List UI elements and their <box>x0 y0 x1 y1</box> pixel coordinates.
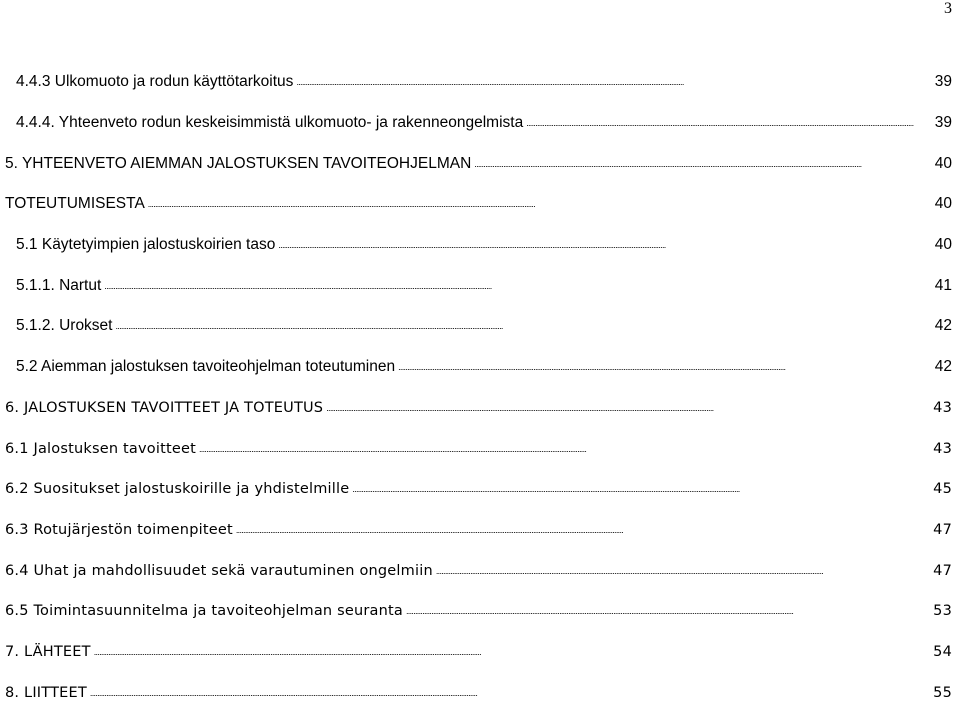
toc-entry-title: 6.1 Jalostuksen tavoitteet <box>5 440 196 457</box>
dot-leader <box>199 441 930 457</box>
toc-entry-page: 45 <box>933 481 952 498</box>
toc-entry-page: 42 <box>934 358 952 376</box>
toc-entry-page: 43 <box>933 440 952 457</box>
toc-entry-title: 7. LÄHTEET <box>5 643 91 660</box>
toc-entry-title: 6. JALOSTUKSEN TAVOITTEET JA TOTEUTUS <box>5 399 324 416</box>
toc-entry[interactable] <box>5 591 952 632</box>
toc-entry-title: 6.2 Suositukset jalostuskoirille ja yhdistelmille <box>5 481 350 498</box>
toc-entry-page: 54 <box>933 643 952 660</box>
toc-entry-page: 41 <box>934 276 952 294</box>
toc-entry-title: TOTEUTUMISESTA <box>5 195 145 213</box>
toc-entry[interactable] <box>5 143 952 184</box>
dot-leader <box>526 115 930 131</box>
toc-entry-page: 47 <box>933 562 952 579</box>
dot-leader <box>436 563 930 579</box>
toc-entry[interactable] <box>5 672 952 713</box>
toc-entry-page: 40 <box>934 236 952 254</box>
toc-entry[interactable] <box>5 62 952 103</box>
dot-leader <box>94 644 930 660</box>
toc-entry[interactable] <box>5 347 952 388</box>
dot-leader <box>352 481 930 497</box>
toc-entry[interactable] <box>5 510 952 551</box>
toc-entry-title: 6.3 Rotujärjestön toimenpiteet <box>5 521 233 538</box>
toc-entry[interactable] <box>5 469 952 510</box>
toc-entry-page: 53 <box>933 603 952 620</box>
toc-entry-title: 5.1.2. Urokset <box>16 317 113 335</box>
toc-entry-title: 5.2 Aiemman jalostuksen tavoiteohjelman toteutuminen <box>16 358 396 376</box>
dot-leader <box>116 318 931 334</box>
toc-entry-title: 5. YHTEENVETO AIEMMAN JALOSTUKSEN TAVOITEOHJELMAN <box>5 154 472 172</box>
dot-leader <box>398 359 930 375</box>
toc-entry-title: 4.4.4. Yhteenveto rodun keskeisimmistä ulkomuoto- ja rakenneongelmista <box>16 114 524 132</box>
dot-leader <box>90 685 930 701</box>
toc-entry-page: 39 <box>934 114 952 132</box>
toc-entry[interactable] <box>5 428 952 469</box>
toc-entry[interactable] <box>5 265 952 306</box>
dot-leader <box>104 278 930 294</box>
toc-entry-page: 42 <box>934 317 952 335</box>
toc-entry-title: 6.5 Toimintasuunnitelma ja tavoiteohjelman seuranta <box>5 603 403 620</box>
dot-leader <box>236 522 930 538</box>
toc-entry-title: 5.1.1. Nartut <box>16 276 102 294</box>
table-of-contents <box>5 62 952 713</box>
toc-entry-title: 6.4 Uhat ja mahdollisuudet sekä varautuminen ongelmiin <box>5 562 433 579</box>
dot-leader <box>474 156 930 172</box>
toc-entry-page: 47 <box>933 521 952 538</box>
toc-entry[interactable] <box>5 632 952 673</box>
toc-entry-page: 39 <box>934 73 952 91</box>
toc-entry-title: 8. LIITTEET <box>5 684 87 701</box>
toc-entry[interactable] <box>5 388 952 429</box>
toc-entry-title: 5.1 Käytetyimpien jalostuskoirien taso <box>16 236 276 254</box>
dot-leader <box>326 400 930 416</box>
dot-leader <box>278 237 930 253</box>
toc-entry-title: 4.4.3 Ulkomuoto ja rodun käyttötarkoitus <box>16 73 294 91</box>
toc-entry-page: 40 <box>934 154 952 172</box>
page-number: 3 <box>944 0 952 17</box>
toc-entry[interactable] <box>5 306 952 347</box>
toc-entry-page: 43 <box>933 399 952 416</box>
dot-leader <box>296 74 930 90</box>
toc-entry[interactable] <box>5 550 952 591</box>
dot-leader <box>406 603 930 619</box>
toc-entry[interactable] <box>5 184 952 225</box>
toc-entry[interactable] <box>5 103 952 144</box>
dot-leader <box>148 196 930 212</box>
toc-entry-page: 55 <box>933 684 952 701</box>
toc-entry[interactable] <box>5 225 952 266</box>
toc-entry-page: 40 <box>934 195 952 213</box>
